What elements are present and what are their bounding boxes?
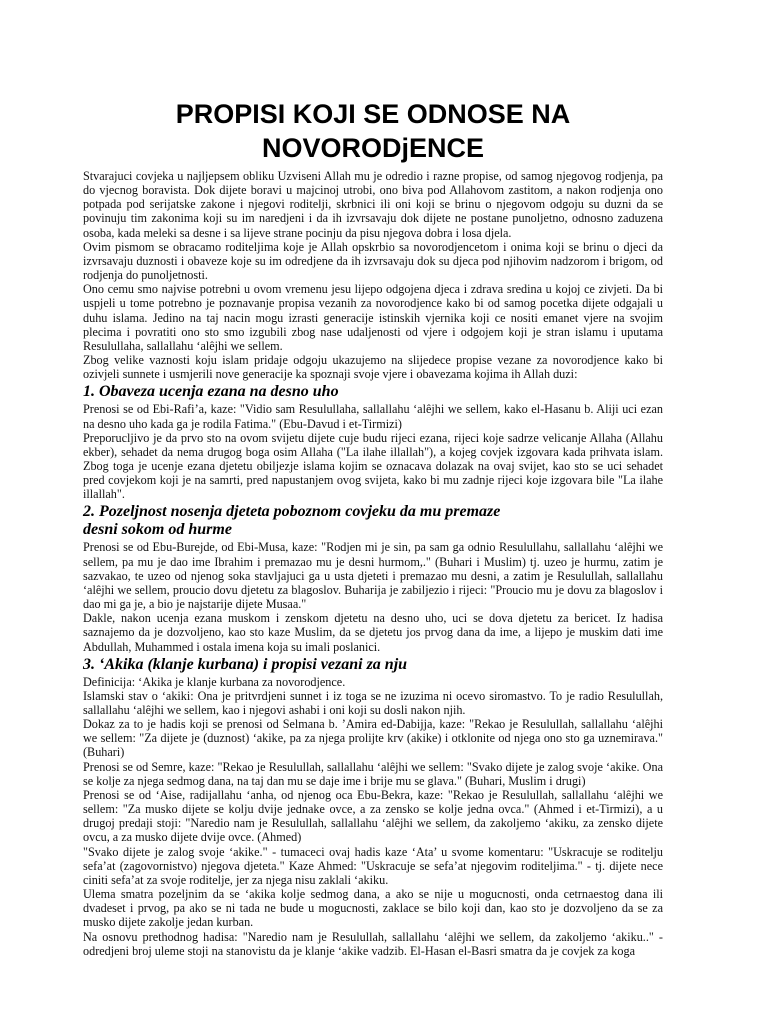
section-ezan (83, 383, 663, 501)
intro-paragraph: Zbog velike vaznosti koju islam pridaje odgoju ukazujemo na slijedece propise vezane za novorodjence kako bi ozivjeli sunnete i usmjerili nove generacije ka spoznaji svoje vjere i obavezama kojima ih Allah duzi: (83, 353, 663, 382)
section-heading: 1. Obaveza ucenja ezana na desno uho (83, 383, 339, 401)
section-akika (83, 656, 663, 958)
section-hurma (83, 503, 663, 653)
section-heading-line-1: 2. Pozeljnost nosenja djeteta poboznom covjeku da mu premaze (83, 503, 501, 521)
section-paragraph: Definicija: ‘Akika je klanje kurbana za novorodjence. (83, 674, 346, 689)
section-paragraph: Na osnovu prethodnog hadisa: "Naredio nam je Resulullah, sallallahu ‘alêjhi we sellem, da zakoljemo ‘akiku.." - odredjeni broj uleme stoji na stanovistu da je klanje ‘akike vadzib. El-Hasan el-Basri smatra da je covjek za koga (83, 929, 663, 958)
section-paragraph: Prenosi se od ‘Aise, radijallahu ‘anha, od njenog oca Ebu-Bekra, kaze: "Rekao je Resulullah, sallallahu ‘alêjhi we sellem: "Za musko dijete se kolju dvije jednake ovce, a za zensko se kolje jedna ovca." (Ahmed i et-Tirmizi), a u drugoj predaji stoji: "Naredio nam je Resulullah, sallallahu ‘alêjhi we sellem, da zakoljemo ‘akiku, za zensko dijete ovcu, a za musko dijete dvije ovce. (Ahmed) (83, 787, 663, 845)
section-paragraph: Dokaz za to je hadis koji se prenosi od Selmana b. ’Amira ed-Dabijja, kaze: "Rekao je Resulullah, sallallahu ‘alêjhi we sellem: "Za dijete je (duznost) ‘akike, pa za njega prolijte krv (akike) i otklonite od njega ono sto ga uznemirava." (Buhari) (83, 717, 663, 760)
page-title (83, 95, 663, 165)
section-paragraph: Prenosi se od Ebi-Rafi’a, kaze: "Vidio sam Resulullaha, sallallahu ‘alêjhi we sellem, kako el-Hasanu b. Aliji uci ezan na desno uho kada ga je rodila Fatima." (Ebu-Davud i et-Tirmizi) (83, 402, 663, 431)
intro-paragraph: Ovim pismom se obracamo roditeljima koje je Allah opskrbio sa novorodjencetom i onima koji se brinu o djeci da izvrsavaju duznosti i obaveze koje su im odredjene da ih izvrsavaju dok su djeca pod njihovim nadzorom i brigom, od rodjenja do punoljetnosti. (83, 239, 663, 283)
intro-section (83, 169, 663, 381)
document-page (83, 95, 663, 958)
section-paragraph: "Svako dijete je zalog svoje ‘akike." - tumaceci ovaj hadis kaze ‘Ata’ u svome komentaru: "Uskracuje se roditelju sefa’at (zagovornistvo) njegova djeteta." Kaze Ahmed: "Uskracuje se sefa’at njegovim roditeljima." - tj. dijete nece ciniti sefa’at za svoje roditelje, jer za njega nisu zaklali ‘akiku. (83, 844, 663, 887)
section-paragraph: Dakle, nakon ucenja ezana muskom i zenskom djetetu na desno uho, uci se dova djetetu za bericet. Iz hadisa saznajemo da je dozvoljeno, kao sto kaze Muslim, da se djetetu jos prvog dana da ime, a lijepo je muskim dati ime Abdullah, Muhammed i ostala imena koja su imali poslanici. (83, 611, 663, 654)
section-heading: 3. ‘Akika (klanje kurbana) i propisi vezani za nju (83, 655, 408, 673)
intro-paragraph: Ono cemu smo najvise potrebni u ovom vremenu jesu lijepo odgojena djeca i zdrava sredina u kojoj ce zivjeti. Da bi uspjeli u tome potrebno je poznavanje propisa vezanih za novorodjence kako bi od samog pocetka dijete odgajali u duhu islama. Jedino na taj nacin mogu izrasti generacije istinskih vjernika koji ce nositi emanet vjere na svojim plecima i povratiti ono sto smo izgubili zbog nase udaljenosti od vjere i odgojem koji je stran islamu i uputama Resulullaha, sallallahu ‘alêjhi we sellem. (83, 282, 663, 353)
section-paragraph: Prenosi se od Ebu-Burejde, od Ebi-Musa, kaze: "Rodjen mi je sin, pa sam ga odnio Resulullahu, sallallahu ‘alêjhi we sellem, pa mu je dao ime Ibrahim i premazao mu je desni hurmom,." (Buhari i Muslim) tj. uzeo je hurmu, zatim je sazvakao, te uzeo od njenog soka stavljajuci ga u usta djeteti i premazao mu desni, a zatim je Resulullah, sallallahu ‘alêjhi we sellem, proucio dovu djetetu za blagoslov. Buharija je zabiljezio i rijeci: "Proucio mu je dovu za blagoslov i dao mi ga je, a bio je najstarije dijete Musaa." (83, 540, 663, 612)
title-line-1: PROPISI KOJI SE ODNOSE NA (175, 99, 571, 129)
section-heading (83, 503, 663, 539)
section-paragraph: Prenosi se od Semre, kaze: "Rekao je Resulullah, sallallahu ‘alêjhi we sellem: "Svako dijete je zalog svoje ‘akike. Ona se kolje za njega sedmog dana, na taj dan mu se daje ime i brije mu se glava." (Buhari, Muslim i drugi) (83, 759, 663, 788)
section-heading-line-2: desni sokom od hurme (83, 521, 232, 539)
section-paragraph: Ulema smatra pozeljnim da se ‘akika kolje sedmog dana, a ako se nije u mogucnosti, onda cetrnaestog dana ili dvadeset i prvog, pa ako se ni tada ne bude u mogucnosti, zaklace se bilo koji dan, kao sto je dozvoljeno da se za musko dijete zakolje jedan kurban. (83, 887, 663, 930)
intro-paragraph: Stvarajuci covjeka u najljepsem obliku Uzviseni Allah mu je odredio i razne propise, od samog njegovog rodjenja, pa do vjecnog boravista. Dok dijete boravi u majcinoj utrobi, ono biva pod Allahovom zastitom, a nakon rodjenja ono potpada pod serijatske zakone i njegovi roditelji, skrbnici ili oni koji se brinu o njegovom odgoju su duzni da se povinuju tim zakonima koji su im naredjeni i da ih izvrsavaju dok dijete ne postane punoljetno, odnosno zaduzena osoba, kada meleki sa desne i sa lijeve strane pocinju da pisu njegova dobra i losa djela. (83, 169, 663, 240)
section-paragraph: Islamski stav o ‘akiki: Ona je pritvrdjeni sunnet i iz toga se ne izuzima ni ocevo siromastvo. To je radio Resulullah, sallallahu ‘alêjhi we sellem, kao i njegovi ashabi i oni koji su dosli nakon njih. (83, 688, 663, 717)
section-paragraph: Preporucljivo je da prvo sto na ovom svijetu dijete cuje budu rijeci ezana, rijeci koje sadrze velicanje Allaha (Allahu ekber), sehadet da nema drugog boga osim Allaha ("La ilahe illallah"), a kojeg covjek izgovara kada prihvata islam. Zbog toga je ucenje ezana djetetu obiljezje islama kojim se oznacava dolazak na ovaj svijet, kao sto se uci sehadet pred covjekom koji je na samrti, pred napustanjem ovog svijeta, kako bi mu zadnje rijeci koje izgovara bile "La ilahe illallah". (83, 430, 663, 502)
title-line-2: NOVORODjENCE (261, 133, 485, 163)
